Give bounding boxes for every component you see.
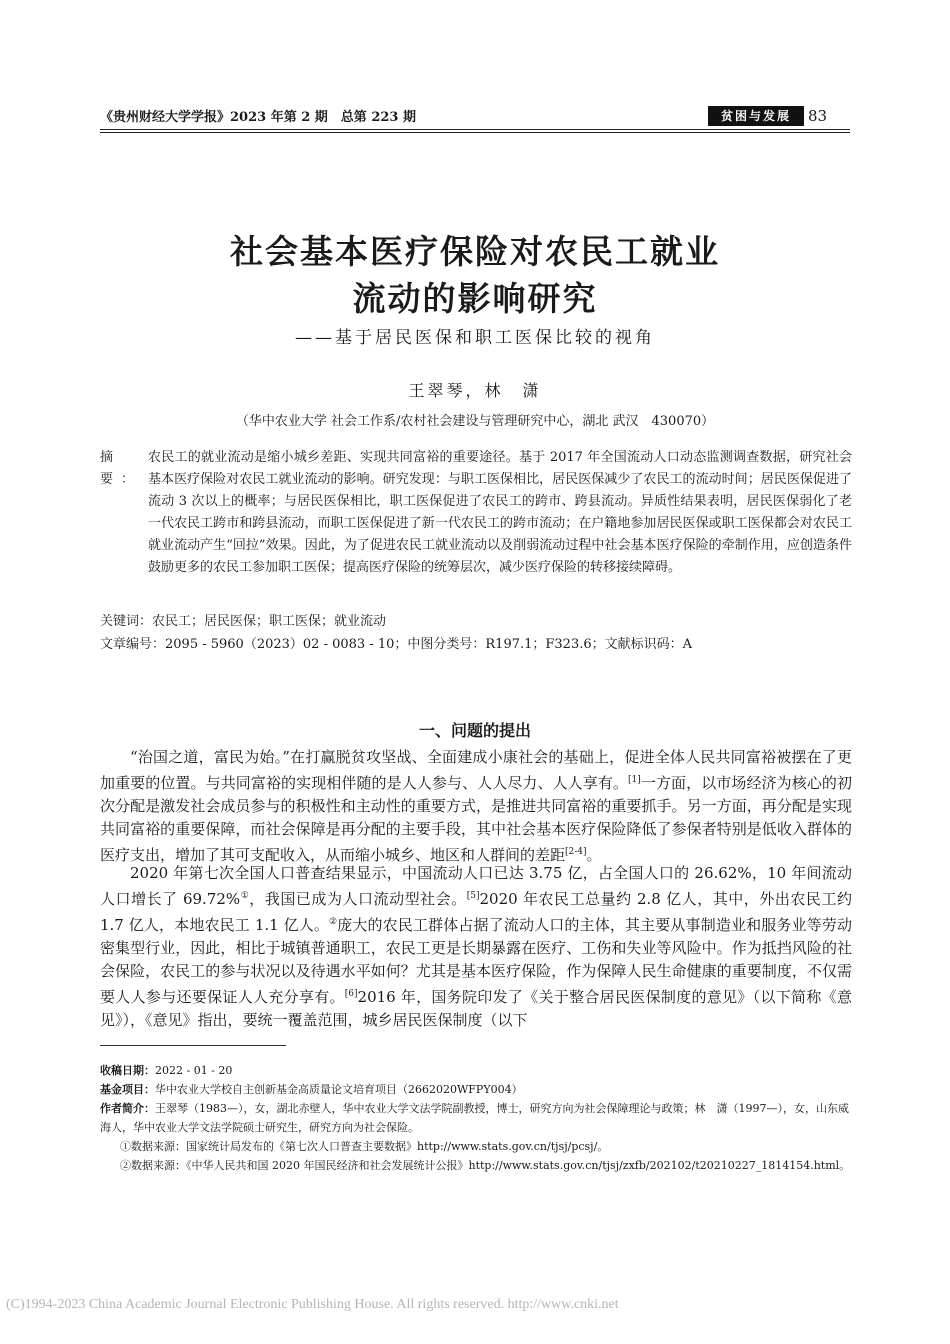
footnote-2: ②数据来源：《中华人民共和国 2020 年国民经济和社会发展统计公报》http://www.stats.gov.cn/tjsj/zxfb/202102/t20210227_1814154.html。 [120,1159,851,1172]
copyright-watermark: (C)1994-2023 China Academic Journal Electronic Publishing House. All rights reserved. http://www.cnki.net [6,1297,619,1312]
citation-1[interactable]: [1] [628,775,641,785]
header-rule-secondary [100,132,850,133]
section-heading: 一、问题的提出 [418,721,531,740]
author-bio: 作者简介：王翠琴（1983—），女，湖北赤壁人，华中农业大学文法学院副教授，博士，研究方向为社会保障理论与政策；林 潇（1997—），女，山东威海人，华中农业大学文法学院硕士研究生，研究方向为社会保险。 [100,1102,849,1134]
affiliation: （华中农业大学 社会工作系/农村社会建设与管理研究中心，湖北 武汉 430070） [235,414,715,429]
journal-header: 《贵州财经大学学报》2023 年第 2 期 总第 223 期 [100,110,416,125]
abstract-text: 农民工的就业流动是缩小城乡差距、实现共同富裕的重要途径。基于 2017 年全国流动人口动态监测调查数据，研究社会基本医疗保险对农民工就业流动的影响。研究发现：与职工医保相比，居民医保减少了农民工的流动时间；居民医保促进了流动 3 次以上的概率；与居民医保相比，职工医保促进了农民工的跨市、跨县流动。异质性结果表明，居民医保弱化了老一代农民工跨市和跨县流动，而职工医保促进了新一代农民工的跨市流动；在户籍地参加居民医保或职工医保都会对农民工就业流动产生“回拉”效果。因此，为了促进农民工就业流动以及削弱流动过程中社会基本医疗保险的牵制作用，应创造条件鼓励更多的农民工参加职工医保；提高医疗保险的统筹层次，减少医疗保险的转移接续障碍。 [148,450,852,575]
header-rule [100,129,850,130]
document-info: 文章编号：2095 - 5960（2023）02 - 0083 - 10；中图分类号：R197.1；F323.6；文献标识码：A [100,637,693,652]
funding: 基金项目：华中农业大学校自主创新基金高质量论文培育项目（2662020WFPY004） [100,1083,523,1096]
keywords: 关键词：农民工；居民医保；职工医保；就业流动 [100,614,387,629]
authors: 王翠琴，林 潇 [408,381,542,400]
citation-6[interactable]: [6] [344,989,358,999]
section-badge: 贫困与发展 [708,106,804,126]
citation-2-4[interactable]: [2-4] [565,847,587,857]
footnote-marker-1[interactable]: ① [240,891,250,901]
paper-title-line1: 社会基本医疗保险对农民工就业 [230,232,720,271]
received-date: 收稿日期：2022 - 01 - 20 [100,1064,233,1077]
body-paragraph-1: “治国之道，富民为始。”在打赢脱贫攻坚战、全面建成小康社会的基础上，促进全体人民共同富裕被摆在了更加重要的位置。与共同富裕的实现相伴随的是人人参与、人人尽力、人人享有。[1]一方面，以市场经济为核心的初次分配是激发社会成员参与的积极性和主动性的重要方式，是推进共同富裕的重要抓手。另一方面，再分配是实现共同富裕的重要保障，而社会保障是再分配的主要手段，其中社会基本医疗保险降低了参保者特别是低收入群体的医疗支出，增加了其可支配收入，从而缩小城乡、地区和人群间的差距[2-4]。 [100,748,852,864]
body-paragraph-2: 2020 年第七次全国人口普查结果显示，中国流动人口已达 3.75 亿，占全国人口的 26.62%，10 年间流动人口增长了 69.72%①，我国已成为人口流动型社会。[5]2020 年农民工总量约 2.8 亿人，其中，外出农民工约 1.7 亿人，本地农民工 1.1 亿人。②庞大的农民工群体占据了流动人口的主体，其主要从事制造业和服务业等劳动密集型行业，因此，相比于城镇普通职工，农民工更是长期暴露在医疗、工伤和失业等风险中。作为抵挡风险的社会保险，农民工的参与状况以及待遇水平如何？尤其是基本医疗保险，作为保障人民生命健康的重要制度，不仅需要人人参与还要保证人人充分享有。[6]2016 年，国务院印发了《关于整合居民医保制度的意见》（以下简称《意见》），《意见》指出，要统一覆盖范围，城乡居民医保制度（以下 [100,864,852,1029]
paper-title-line2: 流动的影响研究 [352,279,598,318]
abstract-label: 摘 要： [100,450,143,487]
footnote-marker-2[interactable]: ② [329,917,338,927]
paper-subtitle: ——基于居民医保和职工医保比较的视角 [295,328,655,348]
citation-5[interactable]: [5] [466,891,480,901]
footnote-rule [100,1045,286,1046]
footnote-1: ①数据来源：国家统计局发布的《第七次人口普查主要数据》http://www.stats.gov.cn/tjsj/pcsj/。 [120,1140,609,1153]
page-number: 83 [808,107,828,125]
abstract [100,447,852,579]
